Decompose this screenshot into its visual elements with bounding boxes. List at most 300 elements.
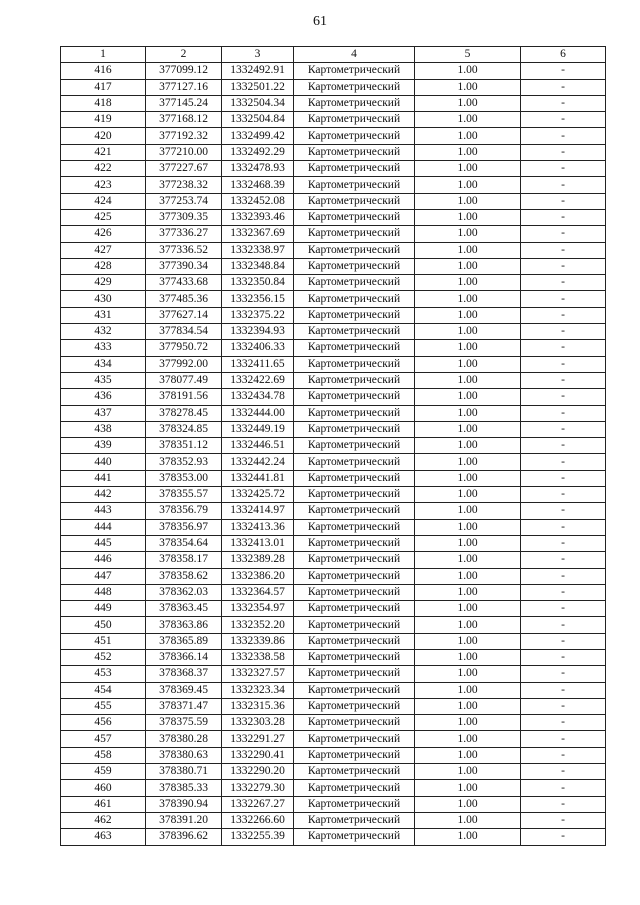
x-coordinate-cell: 377834.54 [146, 324, 222, 340]
y-coordinate-cell: 1332290.41 [222, 747, 294, 763]
y-coordinate-cell: 1332291.27 [222, 731, 294, 747]
point-number-cell: 446 [61, 552, 146, 568]
accuracy-cell: 1.00 [415, 812, 521, 828]
table-row [61, 209, 606, 225]
x-coordinate-cell: 377099.12 [146, 63, 222, 79]
y-coordinate-cell: 1332394.93 [222, 324, 294, 340]
x-coordinate-cell: 377336.52 [146, 242, 222, 258]
x-coordinate-cell: 378380.63 [146, 747, 222, 763]
point-number-cell: 455 [61, 698, 146, 714]
note-cell: - [521, 666, 606, 682]
accuracy-cell: 1.00 [415, 389, 521, 405]
x-coordinate-cell: 378358.17 [146, 552, 222, 568]
note-cell: - [521, 112, 606, 128]
y-coordinate-cell: 1332255.39 [222, 829, 294, 845]
note-cell: - [521, 649, 606, 665]
x-coordinate-cell: 377168.12 [146, 112, 222, 128]
accuracy-cell: 1.00 [415, 747, 521, 763]
table-row [61, 242, 606, 258]
accuracy-cell: 1.00 [415, 568, 521, 584]
point-number-cell: 419 [61, 112, 146, 128]
note-cell: - [521, 503, 606, 519]
y-coordinate-cell: 1332389.28 [222, 552, 294, 568]
y-coordinate-cell: 1332468.39 [222, 177, 294, 193]
y-coordinate-cell: 1332413.36 [222, 519, 294, 535]
table-row [61, 356, 606, 372]
x-coordinate-cell: 378363.86 [146, 617, 222, 633]
method-cell: Картометрический [294, 470, 415, 486]
note-cell: - [521, 682, 606, 698]
accuracy-cell: 1.00 [415, 715, 521, 731]
method-cell: Картометрический [294, 649, 415, 665]
accuracy-cell: 1.00 [415, 454, 521, 470]
accuracy-cell: 1.00 [415, 633, 521, 649]
accuracy-cell: 1.00 [415, 161, 521, 177]
column-header: 4 [294, 47, 415, 63]
note-cell: - [521, 584, 606, 600]
y-coordinate-cell: 1332449.19 [222, 421, 294, 437]
x-coordinate-cell: 378365.89 [146, 633, 222, 649]
note-cell: - [521, 487, 606, 503]
note-cell: - [521, 63, 606, 79]
x-coordinate-cell: 378358.62 [146, 568, 222, 584]
point-number-cell: 449 [61, 601, 146, 617]
table-row [61, 144, 606, 160]
method-cell: Картометрический [294, 796, 415, 812]
y-coordinate-cell: 1332504.34 [222, 95, 294, 111]
point-number-cell: 460 [61, 780, 146, 796]
accuracy-cell: 1.00 [415, 63, 521, 79]
x-coordinate-cell: 377227.67 [146, 161, 222, 177]
x-coordinate-cell: 377390.34 [146, 258, 222, 274]
point-number-cell: 424 [61, 193, 146, 209]
table-row [61, 487, 606, 503]
accuracy-cell: 1.00 [415, 324, 521, 340]
accuracy-cell: 1.00 [415, 682, 521, 698]
method-cell: Картометрический [294, 112, 415, 128]
table-row [61, 666, 606, 682]
y-coordinate-cell: 1332501.22 [222, 79, 294, 95]
point-number-cell: 441 [61, 470, 146, 486]
note-cell: - [521, 275, 606, 291]
method-cell: Картометрический [294, 682, 415, 698]
point-number-cell: 425 [61, 209, 146, 225]
y-coordinate-cell: 1332442.24 [222, 454, 294, 470]
accuracy-cell: 1.00 [415, 780, 521, 796]
point-number-cell: 456 [61, 715, 146, 731]
point-number-cell: 438 [61, 421, 146, 437]
accuracy-cell: 1.00 [415, 666, 521, 682]
x-coordinate-cell: 377309.35 [146, 209, 222, 225]
y-coordinate-cell: 1332441.81 [222, 470, 294, 486]
x-coordinate-cell: 378362.03 [146, 584, 222, 600]
method-cell: Картометрический [294, 584, 415, 600]
y-coordinate-cell: 1332422.69 [222, 372, 294, 388]
y-coordinate-cell: 1332492.91 [222, 63, 294, 79]
accuracy-cell: 1.00 [415, 487, 521, 503]
accuracy-cell: 1.00 [415, 649, 521, 665]
point-number-cell: 457 [61, 731, 146, 747]
method-cell: Картометрический [294, 812, 415, 828]
accuracy-cell: 1.00 [415, 519, 521, 535]
table-row [61, 275, 606, 291]
x-coordinate-cell: 377336.27 [146, 226, 222, 242]
column-header: 1 [61, 47, 146, 63]
y-coordinate-cell: 1332375.22 [222, 307, 294, 323]
y-coordinate-cell: 1332499.42 [222, 128, 294, 144]
point-number-cell: 437 [61, 405, 146, 421]
y-coordinate-cell: 1332350.84 [222, 275, 294, 291]
accuracy-cell: 1.00 [415, 209, 521, 225]
x-coordinate-cell: 377485.36 [146, 291, 222, 307]
table-row [61, 161, 606, 177]
table-row [61, 177, 606, 193]
point-number-cell: 423 [61, 177, 146, 193]
table-row [61, 503, 606, 519]
method-cell: Картометрический [294, 438, 415, 454]
column-header: 3 [222, 47, 294, 63]
method-cell: Картометрический [294, 601, 415, 617]
accuracy-cell: 1.00 [415, 470, 521, 486]
method-cell: Картометрический [294, 161, 415, 177]
y-coordinate-cell: 1332452.08 [222, 193, 294, 209]
x-coordinate-cell: 378380.28 [146, 731, 222, 747]
accuracy-cell: 1.00 [415, 535, 521, 551]
y-coordinate-cell: 1332434.78 [222, 389, 294, 405]
x-coordinate-cell: 377210.00 [146, 144, 222, 160]
x-coordinate-cell: 377627.14 [146, 307, 222, 323]
accuracy-cell: 1.00 [415, 275, 521, 291]
table-row [61, 454, 606, 470]
accuracy-cell: 1.00 [415, 307, 521, 323]
table-row [61, 731, 606, 747]
method-cell: Картометрический [294, 405, 415, 421]
method-cell: Картометрический [294, 764, 415, 780]
point-number-cell: 433 [61, 340, 146, 356]
table-row [61, 258, 606, 274]
x-coordinate-cell: 378396.62 [146, 829, 222, 845]
point-number-cell: 442 [61, 487, 146, 503]
point-number-cell: 439 [61, 438, 146, 454]
y-coordinate-cell: 1332352.20 [222, 617, 294, 633]
x-coordinate-cell: 378390.94 [146, 796, 222, 812]
point-number-cell: 447 [61, 568, 146, 584]
x-coordinate-cell: 378363.45 [146, 601, 222, 617]
table-body [61, 63, 606, 845]
method-cell: Картометрический [294, 503, 415, 519]
method-cell: Картометрический [294, 242, 415, 258]
method-cell: Картометрический [294, 829, 415, 845]
y-coordinate-cell: 1332279.30 [222, 780, 294, 796]
point-number-cell: 451 [61, 633, 146, 649]
x-coordinate-cell: 377127.16 [146, 79, 222, 95]
note-cell: - [521, 552, 606, 568]
y-coordinate-cell: 1332478.93 [222, 161, 294, 177]
note-cell: - [521, 161, 606, 177]
y-coordinate-cell: 1332323.34 [222, 682, 294, 698]
x-coordinate-cell: 378371.47 [146, 698, 222, 714]
table-row [61, 584, 606, 600]
x-coordinate-cell: 378191.56 [146, 389, 222, 405]
y-coordinate-cell: 1332303.28 [222, 715, 294, 731]
point-number-cell: 454 [61, 682, 146, 698]
y-coordinate-cell: 1332446.51 [222, 438, 294, 454]
accuracy-cell: 1.00 [415, 144, 521, 160]
note-cell: - [521, 421, 606, 437]
x-coordinate-cell: 377253.74 [146, 193, 222, 209]
table-row [61, 438, 606, 454]
accuracy-cell: 1.00 [415, 829, 521, 845]
note-cell: - [521, 747, 606, 763]
method-cell: Картометрический [294, 372, 415, 388]
table-row [61, 796, 606, 812]
y-coordinate-cell: 1332364.57 [222, 584, 294, 600]
point-number-cell: 422 [61, 161, 146, 177]
note-cell: - [521, 796, 606, 812]
point-number-cell: 448 [61, 584, 146, 600]
note-cell: - [521, 698, 606, 714]
method-cell: Картометрический [294, 144, 415, 160]
table-row [61, 79, 606, 95]
note-cell: - [521, 633, 606, 649]
point-number-cell: 421 [61, 144, 146, 160]
point-number-cell: 444 [61, 519, 146, 535]
table-row [61, 601, 606, 617]
method-cell: Картометрический [294, 389, 415, 405]
table-row [61, 307, 606, 323]
point-number-cell: 430 [61, 291, 146, 307]
x-coordinate-cell: 378278.45 [146, 405, 222, 421]
method-cell: Картометрический [294, 454, 415, 470]
column-header: 5 [415, 47, 521, 63]
x-coordinate-cell: 378369.45 [146, 682, 222, 698]
point-number-cell: 434 [61, 356, 146, 372]
y-coordinate-cell: 1332414.97 [222, 503, 294, 519]
x-coordinate-cell: 378324.85 [146, 421, 222, 437]
point-number-cell: 452 [61, 649, 146, 665]
table-row [61, 715, 606, 731]
y-coordinate-cell: 1332338.58 [222, 649, 294, 665]
accuracy-cell: 1.00 [415, 796, 521, 812]
point-number-cell: 431 [61, 307, 146, 323]
x-coordinate-cell: 378385.33 [146, 780, 222, 796]
table-row [61, 829, 606, 845]
y-coordinate-cell: 1332327.57 [222, 666, 294, 682]
method-cell: Картометрический [294, 95, 415, 111]
accuracy-cell: 1.00 [415, 356, 521, 372]
note-cell: - [521, 812, 606, 828]
note-cell: - [521, 780, 606, 796]
note-cell: - [521, 731, 606, 747]
method-cell: Картометрический [294, 63, 415, 79]
method-cell: Картометрический [294, 193, 415, 209]
table-row [61, 470, 606, 486]
note-cell: - [521, 79, 606, 95]
note-cell: - [521, 242, 606, 258]
table-row [61, 519, 606, 535]
y-coordinate-cell: 1332367.69 [222, 226, 294, 242]
point-number-cell: 445 [61, 535, 146, 551]
y-coordinate-cell: 1332504.84 [222, 112, 294, 128]
accuracy-cell: 1.00 [415, 340, 521, 356]
point-number-cell: 459 [61, 764, 146, 780]
method-cell: Картометрический [294, 128, 415, 144]
table-row [61, 193, 606, 209]
accuracy-cell: 1.00 [415, 372, 521, 388]
table-row [61, 682, 606, 698]
point-number-cell: 436 [61, 389, 146, 405]
note-cell: - [521, 470, 606, 486]
accuracy-cell: 1.00 [415, 764, 521, 780]
note-cell: - [521, 226, 606, 242]
point-number-cell: 429 [61, 275, 146, 291]
x-coordinate-cell: 378353.00 [146, 470, 222, 486]
method-cell: Картометрический [294, 177, 415, 193]
x-coordinate-cell: 378351.12 [146, 438, 222, 454]
page-number: 61 [313, 14, 327, 29]
point-number-cell: 418 [61, 95, 146, 111]
method-cell: Картометрический [294, 731, 415, 747]
accuracy-cell: 1.00 [415, 438, 521, 454]
table-row [61, 747, 606, 763]
x-coordinate-cell: 378375.59 [146, 715, 222, 731]
accuracy-cell: 1.00 [415, 226, 521, 242]
note-cell: - [521, 209, 606, 225]
table-row [61, 552, 606, 568]
note-cell: - [521, 193, 606, 209]
table-row [61, 291, 606, 307]
column-header: 6 [521, 47, 606, 63]
x-coordinate-cell: 378354.64 [146, 535, 222, 551]
table-row [61, 633, 606, 649]
accuracy-cell: 1.00 [415, 503, 521, 519]
y-coordinate-cell: 1332386.20 [222, 568, 294, 584]
note-cell: - [521, 438, 606, 454]
accuracy-cell: 1.00 [415, 584, 521, 600]
method-cell: Картометрический [294, 421, 415, 437]
note-cell: - [521, 95, 606, 111]
y-coordinate-cell: 1332492.29 [222, 144, 294, 160]
method-cell: Картометрический [294, 209, 415, 225]
method-cell: Картометрический [294, 291, 415, 307]
accuracy-cell: 1.00 [415, 193, 521, 209]
table-row [61, 324, 606, 340]
table-row [61, 372, 606, 388]
note-cell: - [521, 356, 606, 372]
note-cell: - [521, 372, 606, 388]
accuracy-cell: 1.00 [415, 112, 521, 128]
table-header-row [61, 47, 606, 63]
method-cell: Картометрический [294, 356, 415, 372]
accuracy-cell: 1.00 [415, 601, 521, 617]
table-row [61, 340, 606, 356]
method-cell: Картометрический [294, 617, 415, 633]
note-cell: - [521, 715, 606, 731]
y-coordinate-cell: 1332348.84 [222, 258, 294, 274]
point-number-cell: 450 [61, 617, 146, 633]
method-cell: Картометрический [294, 324, 415, 340]
x-coordinate-cell: 377992.00 [146, 356, 222, 372]
accuracy-cell: 1.00 [415, 177, 521, 193]
note-cell: - [521, 568, 606, 584]
table-row [61, 764, 606, 780]
x-coordinate-cell: 377433.68 [146, 275, 222, 291]
y-coordinate-cell: 1332354.97 [222, 601, 294, 617]
coordinates-table [60, 46, 606, 846]
note-cell: - [521, 177, 606, 193]
note-cell: - [521, 405, 606, 421]
y-coordinate-cell: 1332339.86 [222, 633, 294, 649]
point-number-cell: 443 [61, 503, 146, 519]
table-row [61, 128, 606, 144]
x-coordinate-cell: 378368.37 [146, 666, 222, 682]
y-coordinate-cell: 1332356.15 [222, 291, 294, 307]
point-number-cell: 432 [61, 324, 146, 340]
method-cell: Картометрический [294, 666, 415, 682]
note-cell: - [521, 340, 606, 356]
method-cell: Картометрический [294, 226, 415, 242]
x-coordinate-cell: 378356.79 [146, 503, 222, 519]
y-coordinate-cell: 1332315.36 [222, 698, 294, 714]
x-coordinate-cell: 377192.32 [146, 128, 222, 144]
method-cell: Картометрический [294, 747, 415, 763]
x-coordinate-cell: 378077.49 [146, 372, 222, 388]
table-row [61, 405, 606, 421]
y-coordinate-cell: 1332425.72 [222, 487, 294, 503]
point-number-cell: 458 [61, 747, 146, 763]
accuracy-cell: 1.00 [415, 731, 521, 747]
method-cell: Картометрический [294, 487, 415, 503]
point-number-cell: 426 [61, 226, 146, 242]
accuracy-cell: 1.00 [415, 95, 521, 111]
y-coordinate-cell: 1332266.60 [222, 812, 294, 828]
accuracy-cell: 1.00 [415, 421, 521, 437]
y-coordinate-cell: 1332393.46 [222, 209, 294, 225]
method-cell: Картометрический [294, 535, 415, 551]
point-number-cell: 427 [61, 242, 146, 258]
method-cell: Картометрический [294, 275, 415, 291]
point-number-cell: 453 [61, 666, 146, 682]
method-cell: Картометрический [294, 780, 415, 796]
point-number-cell: 462 [61, 812, 146, 828]
accuracy-cell: 1.00 [415, 79, 521, 95]
y-coordinate-cell: 1332444.00 [222, 405, 294, 421]
note-cell: - [521, 324, 606, 340]
accuracy-cell: 1.00 [415, 242, 521, 258]
accuracy-cell: 1.00 [415, 258, 521, 274]
note-cell: - [521, 258, 606, 274]
table-row [61, 421, 606, 437]
table-row [61, 617, 606, 633]
note-cell: - [521, 128, 606, 144]
note-cell: - [521, 291, 606, 307]
x-coordinate-cell: 377950.72 [146, 340, 222, 356]
y-coordinate-cell: 1332411.65 [222, 356, 294, 372]
method-cell: Картометрический [294, 698, 415, 714]
note-cell: - [521, 601, 606, 617]
accuracy-cell: 1.00 [415, 698, 521, 714]
note-cell: - [521, 617, 606, 633]
table-row [61, 649, 606, 665]
point-number-cell: 440 [61, 454, 146, 470]
note-cell: - [521, 389, 606, 405]
x-coordinate-cell: 378356.97 [146, 519, 222, 535]
note-cell: - [521, 454, 606, 470]
x-coordinate-cell: 378352.93 [146, 454, 222, 470]
point-number-cell: 435 [61, 372, 146, 388]
accuracy-cell: 1.00 [415, 617, 521, 633]
y-coordinate-cell: 1332413.01 [222, 535, 294, 551]
